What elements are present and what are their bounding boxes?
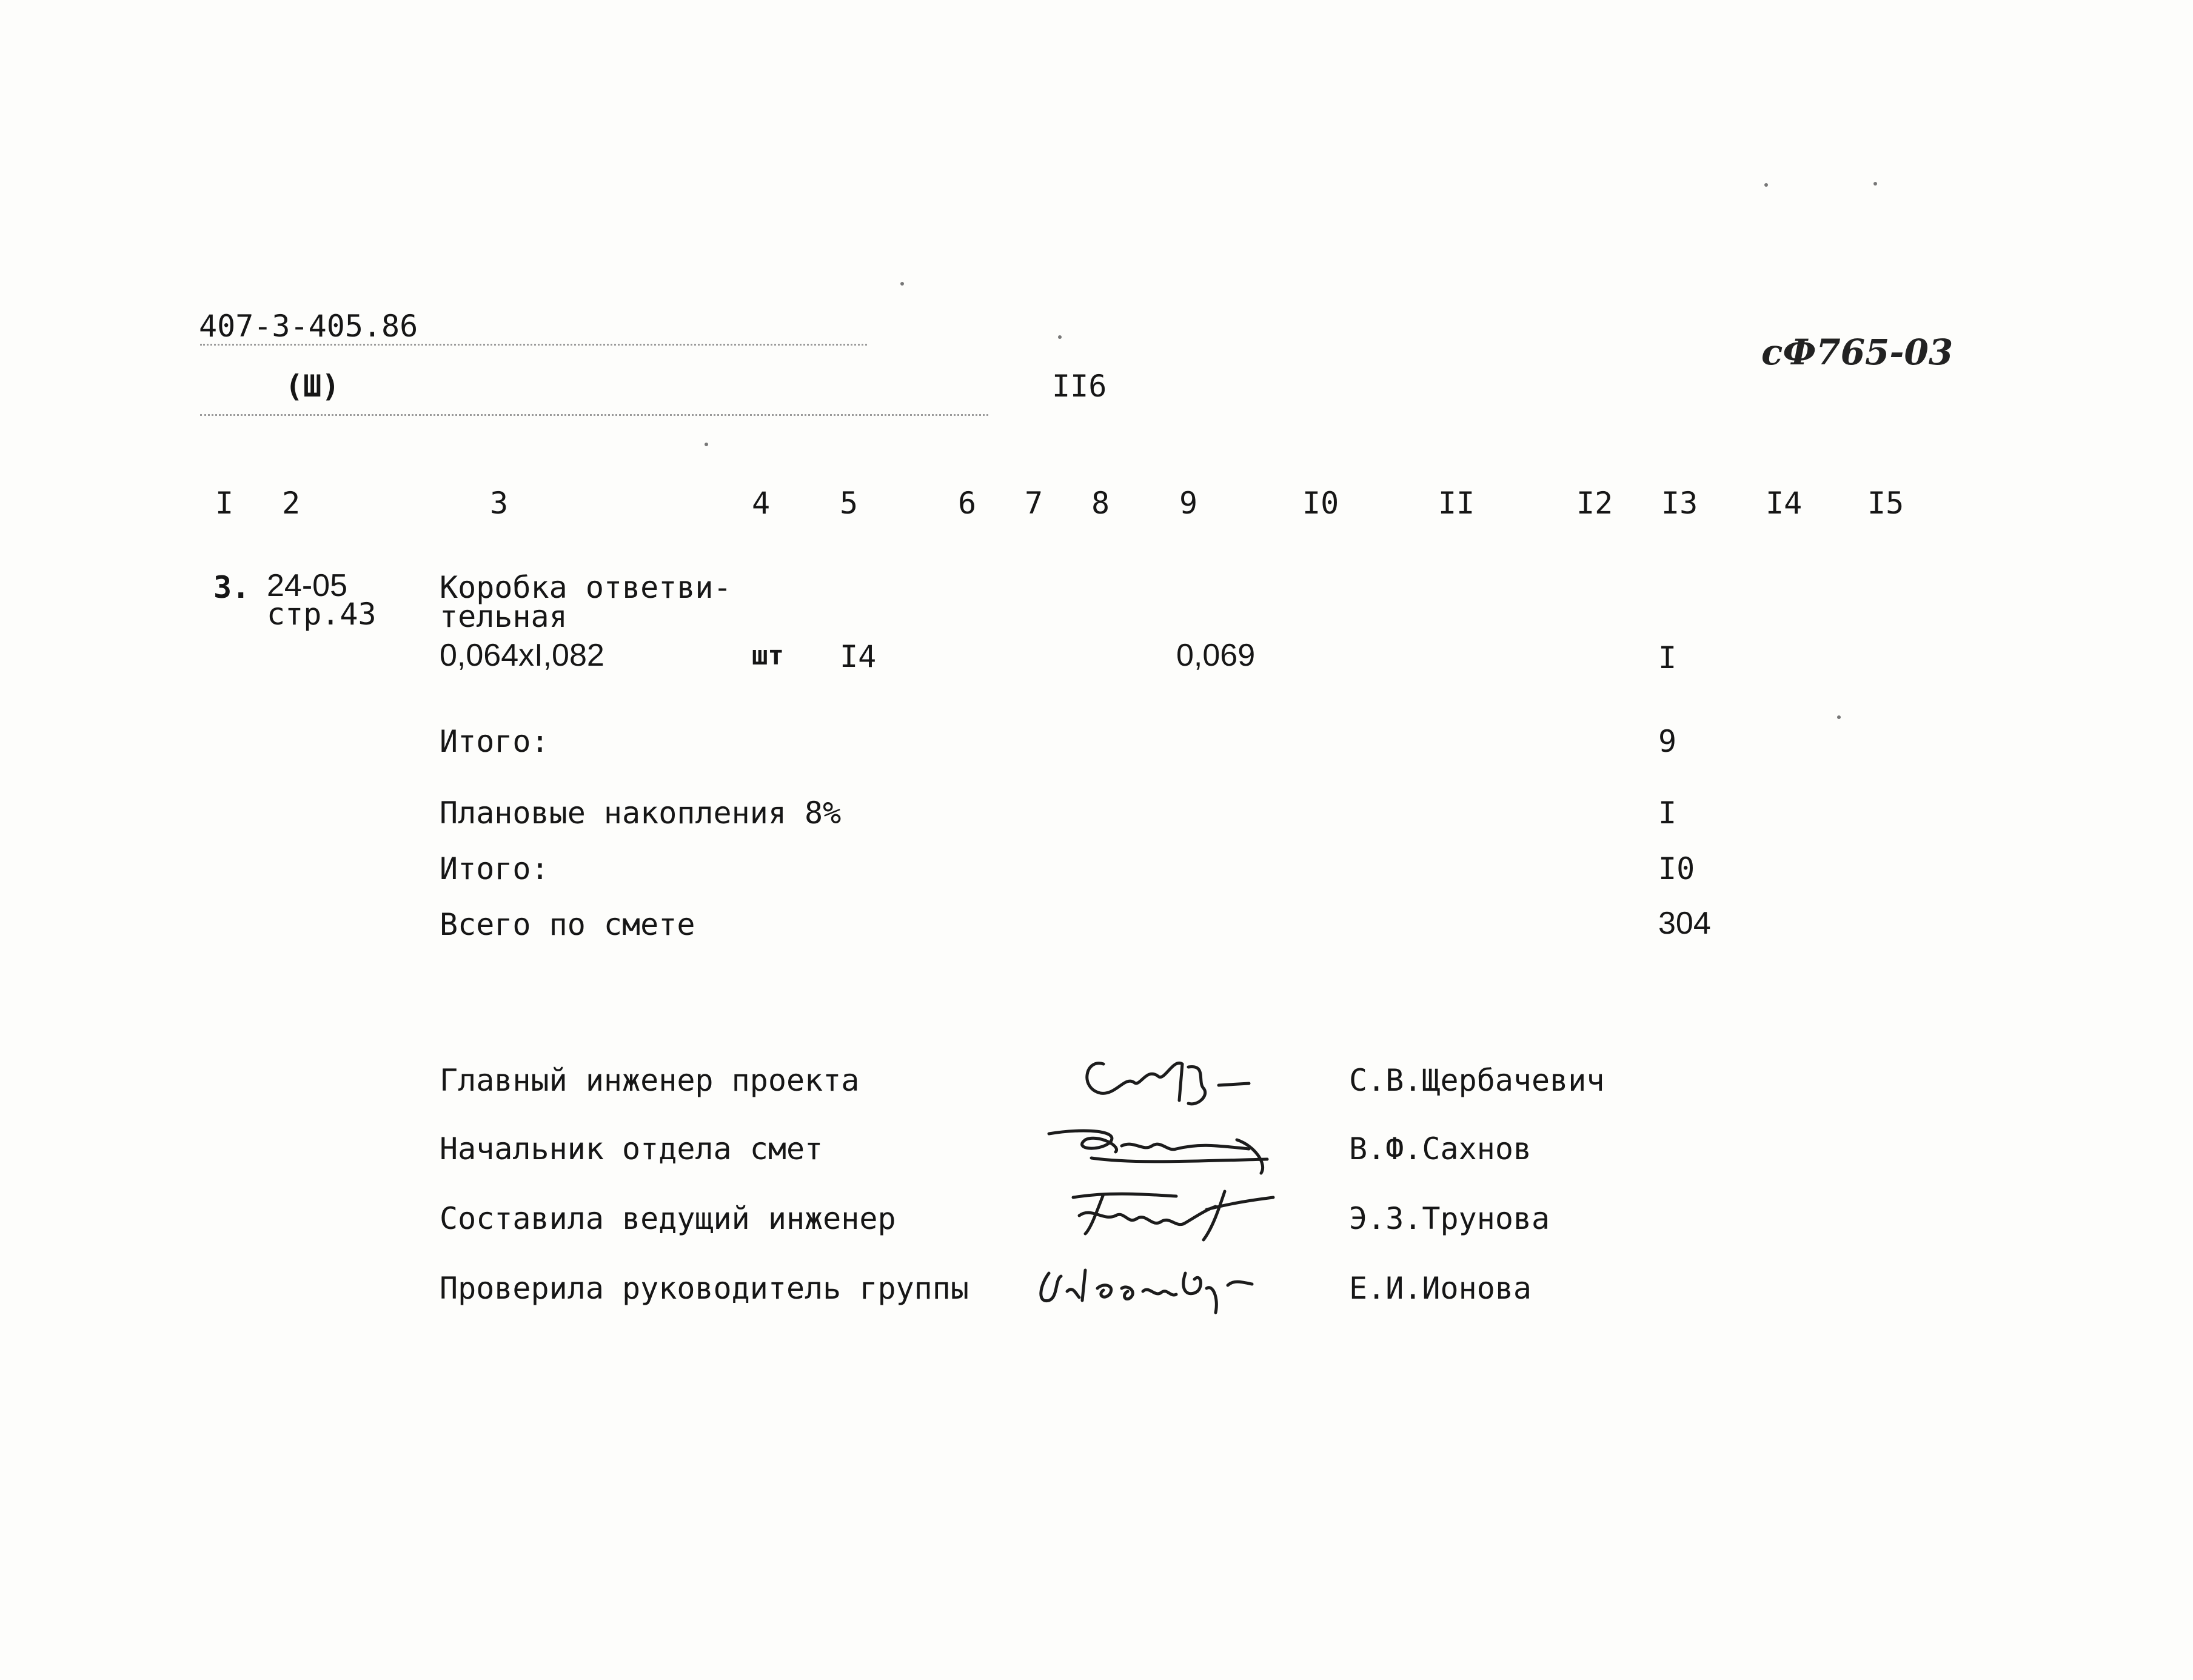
scan-speck	[705, 443, 708, 446]
archive-code: сФ765-03	[1761, 332, 1954, 373]
header-rule-top	[200, 344, 867, 346]
column-number: 3	[490, 486, 509, 521]
column-number: I	[215, 486, 234, 521]
grand-total-label: Всего по смете	[440, 907, 695, 942]
scan-speck	[1837, 715, 1841, 719]
column-number: 7	[1025, 486, 1043, 521]
column-number: 2	[282, 486, 301, 521]
scan-speck	[1058, 335, 1062, 339]
handwritten-signature	[1037, 1116, 1291, 1182]
page-number: II6	[1052, 369, 1107, 404]
signer-name: С.В.Щербачевич	[1349, 1063, 1605, 1098]
signer-role: Главный инженер проекта	[440, 1063, 860, 1098]
signer-role: Проверила руководитель группы	[440, 1271, 969, 1306]
item-formula: 0,064xI,082	[440, 638, 604, 673]
scan-speck	[900, 282, 904, 286]
signer-name: Е.И.Ионова	[1349, 1271, 1532, 1306]
column-number: 5	[840, 486, 859, 521]
planned-savings-value: I	[1658, 795, 1677, 831]
total-label: Итого:	[440, 724, 549, 759]
handwritten-signature	[1055, 1173, 1297, 1246]
scan-speck	[1764, 183, 1768, 187]
scan-speck	[1873, 182, 1877, 186]
total-value: I0	[1658, 851, 1695, 886]
item-col13-value: I	[1658, 640, 1677, 675]
column-number: 4	[752, 486, 771, 521]
column-number: I5	[1867, 486, 1904, 521]
handwritten-signature	[1067, 1040, 1261, 1113]
total-label: Итого:	[440, 851, 549, 886]
total-value: 9	[1658, 724, 1677, 759]
item-number: 3.	[213, 570, 250, 605]
planned-savings-label: Плановые накопления 8%	[440, 795, 842, 831]
column-number: 9	[1179, 486, 1198, 521]
grand-total-value: 304	[1658, 906, 1711, 941]
header-rule-bottom	[200, 414, 988, 416]
signer-name: В.Ф.Сахнов	[1349, 1131, 1532, 1166]
item-name-cont: тельная	[440, 599, 568, 634]
signer-role: Составила ведущий инженер	[440, 1201, 896, 1236]
item-code: 24-05	[267, 568, 347, 603]
column-number: I4	[1766, 486, 1803, 521]
item-code-page: стр.43	[267, 597, 377, 632]
item-unit: шт	[752, 640, 784, 671]
column-number: I2	[1576, 486, 1613, 521]
item-quantity: I4	[840, 639, 877, 674]
column-number: I0	[1302, 486, 1339, 521]
column-number: I3	[1661, 486, 1698, 521]
signer-role: Начальник отдела смет	[440, 1131, 823, 1166]
column-number: 8	[1091, 486, 1110, 521]
item-name: Коробка ответви-	[440, 570, 732, 605]
column-number: II	[1438, 486, 1475, 521]
column-number: 6	[958, 486, 977, 521]
handwritten-signature	[1025, 1237, 1304, 1322]
doc-number: 407-3-405.86	[199, 309, 418, 344]
volume-number: (Ш)	[285, 369, 340, 404]
signer-name: Э.З.Трунова	[1349, 1201, 1550, 1236]
item-col9-value: 0,069	[1176, 638, 1256, 673]
